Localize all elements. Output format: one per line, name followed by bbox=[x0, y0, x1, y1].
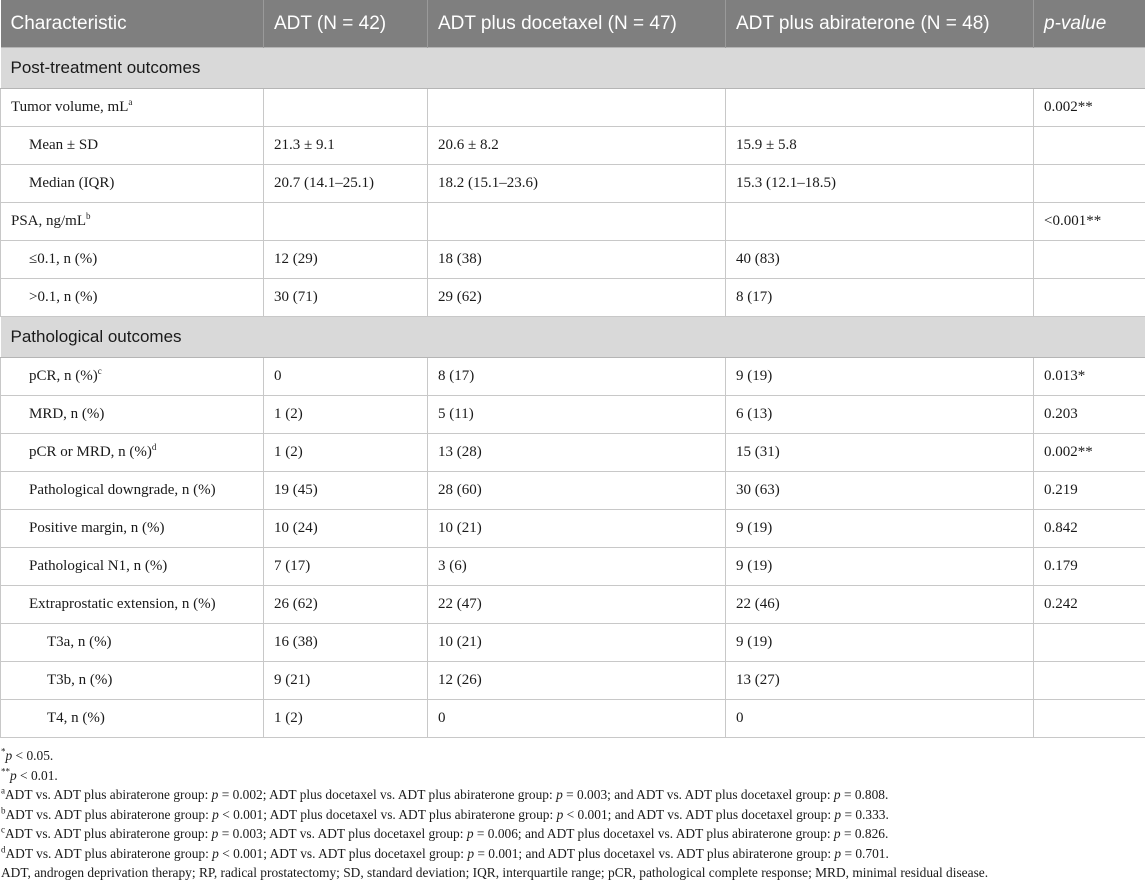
section-title: Pathological outcomes bbox=[1, 317, 1145, 358]
footnote bbox=[1, 746, 1145, 766]
row-label: T3a, n (%) bbox=[47, 634, 112, 650]
table-cell: 3 (6) bbox=[428, 548, 726, 586]
row-label: Pathological downgrade, n (%) bbox=[29, 482, 216, 498]
footnote-marker: * bbox=[1, 746, 6, 757]
footnote-marker: d bbox=[151, 442, 157, 452]
table-cell: 12 (29) bbox=[264, 241, 428, 279]
table-cell: 30 (71) bbox=[264, 279, 428, 317]
footnote-marker: a bbox=[1, 785, 5, 796]
table-cell: 15.9 ± 5.8 bbox=[726, 127, 1034, 165]
table-cell bbox=[1034, 279, 1145, 317]
table-row bbox=[1, 241, 1145, 279]
table-row bbox=[1, 586, 1145, 624]
row-label: pCR or MRD, n (%) bbox=[29, 444, 152, 460]
table-cell bbox=[1034, 165, 1145, 203]
table-cell: 8 (17) bbox=[726, 279, 1034, 317]
table-row bbox=[1, 434, 1145, 472]
table-cell: 0.242 bbox=[1034, 586, 1145, 624]
table-cell: 18.2 (15.1–23.6) bbox=[428, 165, 726, 203]
table-cell bbox=[726, 89, 1034, 127]
table-cell: 20.7 (14.1–25.1) bbox=[264, 165, 428, 203]
table-cell: 0.842 bbox=[1034, 510, 1145, 548]
table-cell: 6 (13) bbox=[726, 396, 1034, 434]
footnote bbox=[1, 824, 1145, 844]
table-row bbox=[1, 624, 1145, 662]
table-cell: 19 (45) bbox=[264, 472, 428, 510]
table-row bbox=[1, 203, 1145, 241]
table-cell: 29 (62) bbox=[428, 279, 726, 317]
table-cell: 15 (31) bbox=[726, 434, 1034, 472]
row-label: Pathological N1, n (%) bbox=[29, 558, 168, 574]
row-label-cell bbox=[1, 165, 264, 203]
table-cell: 0.179 bbox=[1034, 548, 1145, 586]
table-row bbox=[1, 662, 1145, 700]
table-row bbox=[1, 127, 1145, 165]
footnote bbox=[1, 863, 1145, 883]
footnote-text: p < 0.01. bbox=[10, 767, 58, 783]
footnote bbox=[1, 766, 1145, 786]
section-row bbox=[1, 48, 1145, 89]
table-row bbox=[1, 510, 1145, 548]
row-label-cell bbox=[1, 472, 264, 510]
row-label-cell bbox=[1, 434, 264, 472]
table-cell: 12 (26) bbox=[428, 662, 726, 700]
footnote-text: ADT vs. ADT plus abiraterone group: p = 0.002; ADT plus docetaxel vs. ADT plus abiraterone group: p = 0.003; and ADT vs. ADT plus docetaxel group: p = 0.808. bbox=[5, 787, 889, 802]
header-adt-docetaxel: ADT plus docetaxel (N = 47) bbox=[428, 0, 726, 48]
table-row bbox=[1, 165, 1145, 203]
table-cell: 13 (27) bbox=[726, 662, 1034, 700]
table-cell: 0.013* bbox=[1034, 358, 1145, 396]
row-label-cell bbox=[1, 662, 264, 700]
table-row bbox=[1, 358, 1145, 396]
table-cell: <0.001** bbox=[1034, 203, 1145, 241]
header-characteristic: Characteristic bbox=[1, 0, 264, 48]
footnote-marker: c bbox=[97, 366, 102, 376]
row-label: MRD, n (%) bbox=[29, 406, 105, 422]
footnote-text: ADT, androgen deprivation therapy; RP, radical prostatectomy; SD, standard deviation; IQR, interquartile range; pCR, pathological complete response; MRD, minimal residual disease. bbox=[1, 865, 989, 880]
row-label-cell bbox=[1, 203, 264, 241]
table-cell: 20.6 ± 8.2 bbox=[428, 127, 726, 165]
row-label: Median (IQR) bbox=[29, 175, 115, 191]
table-cell bbox=[1034, 700, 1145, 738]
row-label-cell bbox=[1, 241, 264, 279]
header-adt-abiraterone: ADT plus abiraterone (N = 48) bbox=[726, 0, 1034, 48]
table-cell bbox=[428, 203, 726, 241]
table-cell: 0.203 bbox=[1034, 396, 1145, 434]
row-label-cell bbox=[1, 624, 264, 662]
table-cell: 13 (28) bbox=[428, 434, 726, 472]
footnote bbox=[1, 805, 1145, 825]
table-cell: 9 (19) bbox=[726, 624, 1034, 662]
row-label: T4, n (%) bbox=[47, 710, 105, 726]
row-label-cell bbox=[1, 279, 264, 317]
row-label: Mean ± SD bbox=[29, 137, 99, 153]
table-cell: 22 (46) bbox=[726, 586, 1034, 624]
row-label: pCR, n (%) bbox=[29, 368, 98, 384]
footnote bbox=[1, 844, 1145, 864]
row-label-cell bbox=[1, 358, 264, 396]
header-adt: ADT (N = 42) bbox=[264, 0, 428, 48]
footnote-marker: c bbox=[1, 824, 5, 835]
table-cell bbox=[726, 203, 1034, 241]
table-cell bbox=[1034, 624, 1145, 662]
table-cell: 30 (63) bbox=[726, 472, 1034, 510]
footnote-text: p < 0.05. bbox=[5, 748, 54, 763]
header-row bbox=[1, 0, 1145, 48]
row-label-cell bbox=[1, 700, 264, 738]
table-cell: 7 (17) bbox=[264, 548, 428, 586]
table-row bbox=[1, 472, 1145, 510]
table-cell: 40 (83) bbox=[726, 241, 1034, 279]
row-label: ≤0.1, n (%) bbox=[29, 251, 98, 267]
footnote bbox=[1, 785, 1145, 805]
table-cell bbox=[1034, 127, 1145, 165]
table-cell bbox=[428, 89, 726, 127]
table-cell: 10 (21) bbox=[428, 510, 726, 548]
table-row bbox=[1, 700, 1145, 738]
row-label-cell bbox=[1, 89, 264, 127]
row-label: Tumor volume, mL bbox=[11, 99, 129, 115]
table-cell bbox=[264, 89, 428, 127]
section-row bbox=[1, 317, 1145, 358]
footnotes bbox=[0, 738, 1145, 883]
table-cell: 22 (47) bbox=[428, 586, 726, 624]
header-p-value bbox=[1034, 0, 1145, 48]
table-cell bbox=[264, 203, 428, 241]
footnote-text: ADT vs. ADT plus abiraterone group: p = 0.003; ADT vs. ADT plus docetaxel group: p = 0.006; and ADT plus docetaxel vs. ADT plus abiraterone group: p = 0.826. bbox=[5, 826, 889, 841]
table-row bbox=[1, 89, 1145, 127]
table-cell: 8 (17) bbox=[428, 358, 726, 396]
row-label: T3b, n (%) bbox=[47, 672, 113, 688]
table-cell: 1 (2) bbox=[264, 434, 428, 472]
table-cell: 9 (21) bbox=[264, 662, 428, 700]
table-cell: 28 (60) bbox=[428, 472, 726, 510]
row-label-cell bbox=[1, 548, 264, 586]
table-cell: 10 (21) bbox=[428, 624, 726, 662]
table-cell: 9 (19) bbox=[726, 358, 1034, 396]
footnote-text: ADT vs. ADT plus abiraterone group: p < 0.001; ADT vs. ADT plus docetaxel group: p = 0.001; and ADT plus docetaxel vs. ADT plus abiraterone group: p = 0.701. bbox=[5, 845, 889, 861]
table-row bbox=[1, 279, 1145, 317]
row-label-cell bbox=[1, 396, 264, 434]
table-cell: 0.219 bbox=[1034, 472, 1145, 510]
table-row bbox=[1, 396, 1145, 434]
table-cell: 1 (2) bbox=[264, 700, 428, 738]
table-cell: 15.3 (12.1–18.5) bbox=[726, 165, 1034, 203]
table-cell: 0.002** bbox=[1034, 434, 1145, 472]
table-cell bbox=[1034, 662, 1145, 700]
footnote-marker: a bbox=[128, 97, 133, 107]
footnote-marker: ** bbox=[1, 766, 10, 777]
footnote-text: ADT vs. ADT plus abiraterone group: p < 0.001; ADT plus docetaxel vs. ADT plus abiraterone group: p < 0.001; and ADT vs. ADT plus docetaxel group: p = 0.333. bbox=[5, 806, 889, 822]
row-label-cell bbox=[1, 586, 264, 624]
row-label-cell bbox=[1, 127, 264, 165]
table-cell: 0 bbox=[428, 700, 726, 738]
header-p-value-text: p-value bbox=[1044, 12, 1107, 34]
table-cell: 18 (38) bbox=[428, 241, 726, 279]
table-cell: 5 (11) bbox=[428, 396, 726, 434]
table-cell: 0 bbox=[264, 358, 428, 396]
table-body bbox=[1, 48, 1145, 738]
table-cell: 16 (38) bbox=[264, 624, 428, 662]
table-cell: 1 (2) bbox=[264, 396, 428, 434]
table-cell: 26 (62) bbox=[264, 586, 428, 624]
table-cell: 21.3 ± 9.1 bbox=[264, 127, 428, 165]
row-label: PSA, ng/mL bbox=[11, 213, 87, 229]
row-label: Positive margin, n (%) bbox=[29, 520, 165, 536]
footnote-marker: b bbox=[1, 805, 6, 816]
section-title: Post-treatment outcomes bbox=[1, 48, 1145, 89]
table-cell: 0.002** bbox=[1034, 89, 1145, 127]
table-cell bbox=[1034, 241, 1145, 279]
table-cell: 0 bbox=[726, 700, 1034, 738]
table-row bbox=[1, 548, 1145, 586]
row-label-cell bbox=[1, 510, 264, 548]
table-cell: 9 (19) bbox=[726, 548, 1034, 586]
row-label: Extraprostatic extension, n (%) bbox=[29, 596, 216, 612]
table-cell: 9 (19) bbox=[726, 510, 1034, 548]
table-cell: 10 (24) bbox=[264, 510, 428, 548]
row-label: >0.1, n (%) bbox=[29, 289, 98, 305]
footnote-marker: d bbox=[1, 844, 6, 855]
footnote-marker: b bbox=[86, 211, 91, 221]
